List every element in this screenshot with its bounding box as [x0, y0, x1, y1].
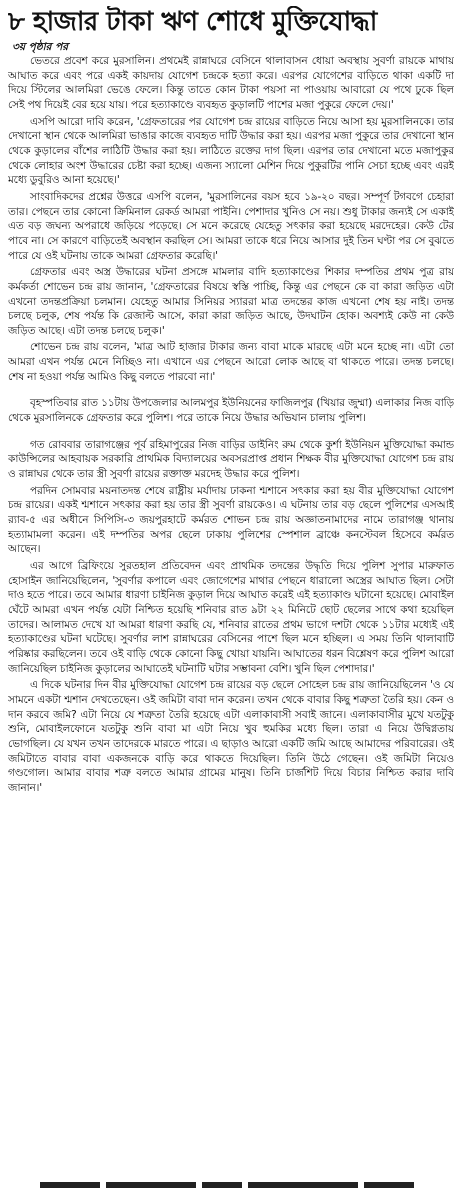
paragraph-10: এ দিকে ঘটনার দিন বীর মুক্তিযোদ্ধা যোগেশ চন্দ্র রায়ের বড় ছেলে সোহেল চন্দ্র রায় জানিয়েছিলেন 'ও যে সামনে একটা শ্মশান দেখতেছেন। ওই জমিটা বাবা দান করেন। তখন থেকে বাবার কিছু শত্রুতা তৈরি হয়। কেন ও দান করবে জমি? এটা নিয়ে যে শত্রুতা তৈরি হয়েছে এটা এলাকাবাসী সবাই জানে। এলাকাবাসীর মুখে যতটুকু শুনি, মোবাইলফোনে যতটুকু শুনি বাবা মা এটা নিয়ে খুব হুমকির মধ্যে ছিল। তারা এ নিয়ে উদ্বিগ্নতায় ভোগছিল। যে যখন তখন তাদেরকে মারতে পারে। এ ছাড়াও আরো একটি জমি আছে আমাদের পরিবারের। ওই জমিটাতে বাবার বাবা একজনকে বাড়ি করে থাকতে দিয়েছিল। তিনি উঠে গেছেন। ওই জমিটা নিয়েও গণ্ডগোল। আমার বাবার শত্রু বলতে আমার গ্রামের মানুষ। তিনি চার্জশিট দিয়ে বিচার নিশ্চিত করার দাবি জানান।' — [8, 679, 454, 794]
article-body — [8, 54, 454, 1180]
paragraph-9: এর আগে ব্রিফিংয়ে সুরতহাল প্রতিবেদন এবং প্রাথমিক তদন্তের উদ্ধৃতি দিয়ে পুলিশ সুপার মারুফাত হোসাইন জানিয়েছিলেন, 'সুবর্ণার কপালে এবং জোগেশের মাথার পেছনে ধারালো অস্ত্রের আঘাত ছিল। সেটা দাও হতে পারে। তবে আমার ধারণা চাইনিজ কুড়াল দিয়ে আঘাত করেই এই হত্যাকাণ্ড ঘটানো হয়েছে। মোবাইল ঘেঁটে আমরা এখন পর্যন্ত যেটা নিশ্চিত হয়েছি শনিবার রাত ৯টা ২২ মিনিটে ছোট ছেলের সাথে কথা হয়েছিল তাদের। আলামত দেখে যা আমরা ধারণা করছি যে, শনিবার রাতের প্রথম ভাগে দশটা থেকে ১১টার মধ্যেই এই হত্যাকাণ্ডের ঘটনা ঘটেছে। সুবর্ণার লাশ রান্নাঘরের বেসিনের পাশে ছিল মনে হচ্ছিল। এ সময় তিনি থালাবাটি পরিষ্কার করছিলেন। তবে ওই বাড়ি থেকে কোনো কিছু খোয়া যায়নি। আঘাতের ধরন বিশ্লেষণ করে পুলিশ আরো জানিয়েছিল চাইনিজ কুড়ালের আঘাতেই ঘটনাটি ঘটার সম্ভাবনা বেশি। খুনি ছিল পেশাদার।' — [8, 560, 454, 675]
paragraph-3: সাংবাদিকদের প্রশ্নের উত্তরে এসপি বলেন, 'মুরসালিনের বয়স হবে ১৯-২০ বছর। সম্পূর্ণ টগবগে চেহারা তার। পেছনে তার কোনো ক্রিমিনাল রেকর্ড আমরা পাইনি। পেশাদার খুনিও সে নয়। শুধু টাকার জন্যই সে একাই এত বড় জঘন্য অপরাধে জড়িয়ে পড়েছে। সে মনে করেছে যেহেতু সৎকার করা হয়েছে মরদেহের। কেউ টের পাবে না। সে কারণে বাড়িতেই অবস্থান করছিল সে। আমরা তাকে ধরে নিয়ে আসার দুই তিন ঘণ্টা পর সে বুঝতে পারে যে ওই ঘটনায় তাকে আমরা গ্রেফতার করেছি।' — [8, 190, 454, 262]
article-headline: ৮ হাজার টাকা ঋণ শোধে মুক্তিযোদ্ধা — [8, 7, 377, 37]
paragraph-8: পরদিন সোমবার ময়নাতদন্ত শেষে রাষ্ট্রীয় মর্যাদায় ঢাকনা শ্মশানে সৎকার করা হয় বীর মুক্তিযোদ্ধা যোগেশ চন্দ্র রায়ের। একই শ্মশানে সৎকার করা হয় তার স্ত্রী সুবর্ণা রায়কেও। এ ঘটনায় তার বড় ছেলে পুলিশের এসআই র‍্যাব-৫ এর অধীনে সিপিসি-৩ জয়পুরহাটে কর্মরত শোভন চন্দ্র রায় অজ্ঞাতনামাদের নামে তারাগঞ্জ থানায় হত্যামামলা করেন। এই দম্পতির অপর ছেলে ঢাকায় পুলিশের স্পেশাল ব্রাঞ্চে কনস্টেবল হিসেবে কর্মরত আছেন। — [8, 484, 454, 556]
cropped-next-headline — [40, 1182, 420, 1192]
paragraph-4: গ্রেফতার এবং অস্ত্র উদ্ধারের ঘটনা প্রসঙ্গে মামলার বাদি হত্যাকাণ্ডের শিকার দম্পতির প্রথম পুত্র রায় কর্মকর্তা শোভেন চন্দ্র রায় জানান, 'গ্রেফতারের বিষয়ে স্বস্তি পাচ্ছি, কিন্তু এর পেছনে কে বা কারা জড়িত এটা এখনো তদন্তপ্রক্রিয়া চলমান। যেহেতু আমার সিনিয়র স্যাররা মাত্র তদন্তের কাজ এখনো শেষ হয় নাই। তদন্ত চলছে চলুক, শেষ পর্যন্ত কি রেজাল্ট আসে, কারা কারা জড়িত আছে, উদঘাটন হোক। অবশ্যই কেউ না কেউ জড়িত আছে। এটা তদন্ত চলছে চলুক।' — [8, 266, 454, 337]
paragraph-2: এসপি আরো দাবি করেন, 'গ্রেফতারের পর যোগেশ চন্দ্র রায়ের বাড়িতে নিয়ে আসা হয় মুরসালিনকে। তার দেখানো স্থান থেকে আলমিরা ভাঙার কাজে ব্যবহৃত দাটি উদ্ধার করা হয়। এরপর মজা পুকুরে তার দেখানো স্থান থেকে কুড়ালের বাঁশের লাঠিটি উদ্ধার করা হয়। লাঠিতে রক্তের দাগ ছিল। এরপর তার দেখানো মতে মজাপুকুর থেকে লোহার অংশ উদ্ধারের চেষ্টা করা হচ্ছে। এজন্য স্যালো মেশিন দিয়ে পুকুরটির পানি সেচা হচ্ছে এবং এরই মধ্যে ডুবুরিও আনা হয়েছে।' — [8, 115, 454, 187]
paragraph-7: গত রোববার তারাগঞ্জের পূর্ব রহিমাপুরের নিজ বাড়ির ডাইনিং রুম থেকে কুর্শা ইউনিয়ন মুক্তিযোদ্ধা কমান্ড কাউন্সিলের আহবায়ক সরকারি প্রাথমিক বিদ্যালয়ের অবসরপ্রাপ্ত প্রধান শিক্ষক বীর মুক্তিযোদ্ধা যোগেশ চন্দ্র রায় ও রান্নাঘর থেকে তার স্ত্রী সুবর্ণা রায়ের রক্তাক্ত মরদেহ উদ্ধার করে পুলিশ। — [8, 438, 454, 481]
paragraph-6: বৃহস্পতিবার রাত ১১টায় উপজেলার আলমপুর ইউনিয়নের ফাজিলপুর (খিয়ার জুম্মা) এলাকার নিজ বাড়ি থেকে মুরসালিনকে গ্রেফতার করে পুলিশ। পরে তাকে নিয়ে উদ্ধার অভিযান চালায় পুলিশ। — [8, 397, 454, 425]
paragraph-1: ভেতরে প্রবেশ করে মুরসালিন। প্রথমেই রান্নাঘরে বেসিনে থালাবাসন ধোয়া অবস্থায় সুবর্ণা রায়কে মাথায় আঘাত করে এবং পরে একই কায়দায় যোগেশ চন্দ্রকে হত্যা করে। এরপর যোগেশের বাড়িতে থাকা একটি দা দিয়ে স্টিলের আলমিরা ভেঙে ফেলে। কিন্তু তাতে কোন টাকা পয়সা না পাওয়ায় আবারো যে পথে ঢুকে ছিল সেই পথ দিয়েই বের হয়ে যায়। পরে হত্যাকাণ্ডে ব্যবহৃত কুড়ালটি পাশের মজা পুকুরে ফেলে দেয়।' — [8, 55, 454, 111]
paragraph-5: শোভেন চন্দ্র রায় বলেন, 'মাত্র আট হাজার টাকার জন্য বাবা মাকে মারছে এটা মনে হচ্ছে না। এটা তো আমরা এখন পর্যন্ত মেনে নিচ্ছিও না। এখানে এর পেছনে আরো লোক আছে বা থাকতে পারে। তদন্ত চলছে। শেষ না হওয়া পর্যন্ত আমিও কিছু বলতে পারবো না।' — [8, 341, 454, 383]
continued-from-label: ৩য় পৃষ্ঠার পর — [12, 41, 69, 53]
